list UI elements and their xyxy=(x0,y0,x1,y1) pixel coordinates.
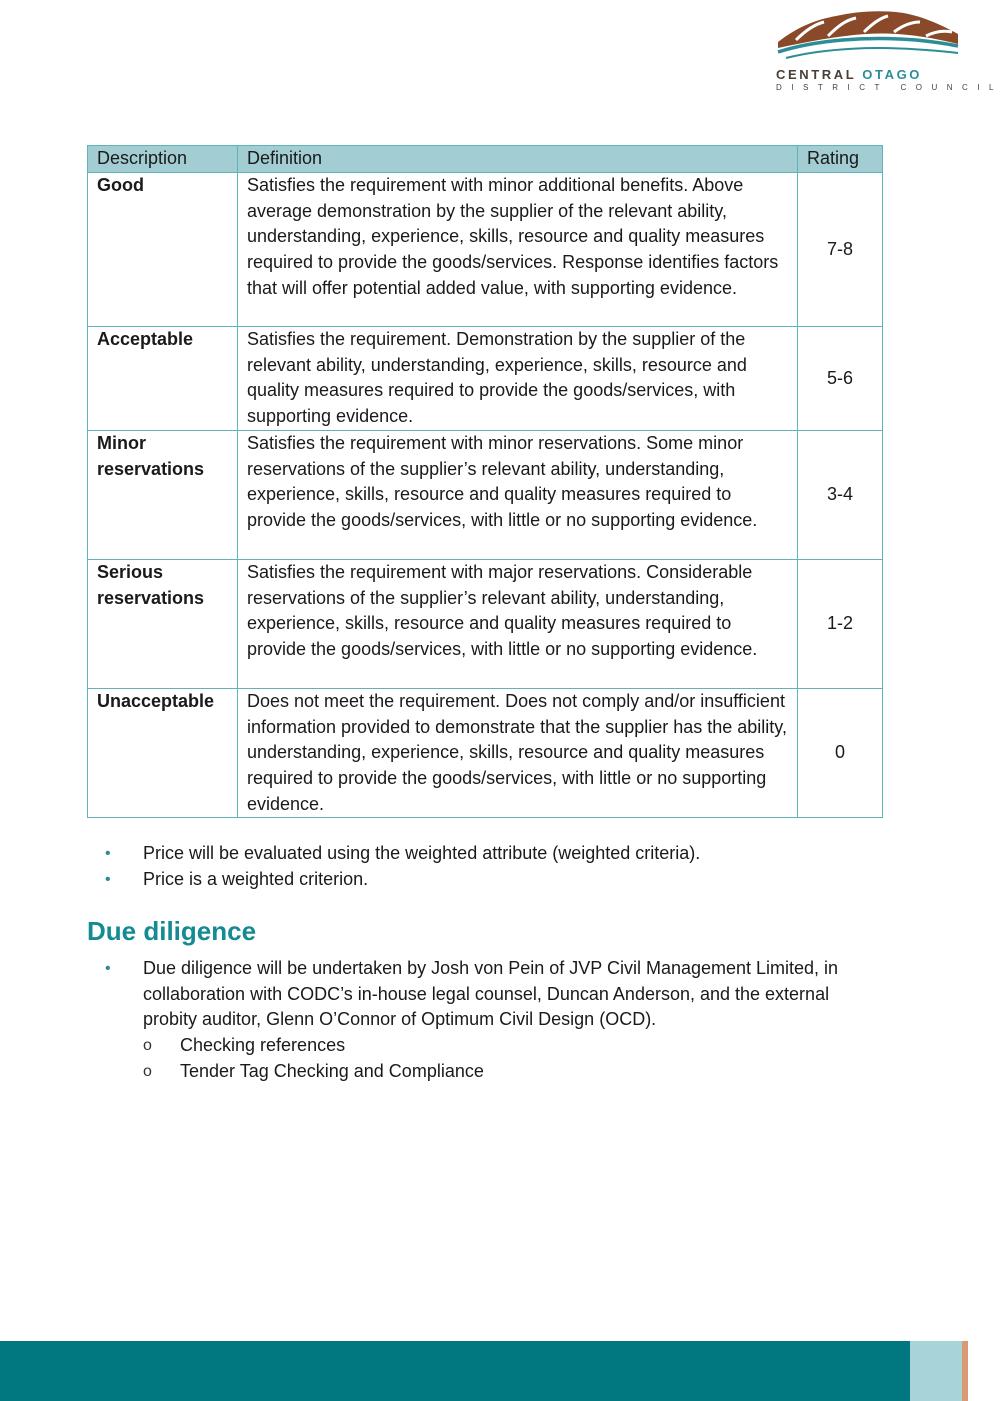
bullet-text: Price is a weighted criterion. xyxy=(143,868,369,889)
sub-bullet-icon: o xyxy=(143,1037,152,1055)
sub-bullet-icon: o xyxy=(143,1062,152,1080)
list-item xyxy=(100,956,883,1085)
row-definition: Does not meet the requirement. Does not comply and/or insufficient information provided to demonstrate that the supplier has the ability, understanding, experience, skills, resource and quality measures required to provide the goods/services, with little or no supporting evidence. xyxy=(238,688,798,818)
row-definition: Satisfies the requirement with minor reservations. Some minor reservations of the supplier’s relevant ability, understanding, experience, skills, resource and quality measures required to provide the goods/services, with little or no supporting evidence. xyxy=(238,430,798,559)
row-description: Good xyxy=(88,173,238,327)
row-definition: Satisfies the requirement with minor additional benefits. Above average demonstration by the supplier of the relevant ability, understanding, experience, skills, resource and quality measures required to provide the goods/services. Response identifies factors that will offer potential added value, with supporting evidence. xyxy=(238,173,798,327)
footer-edge-strip xyxy=(962,1341,968,1401)
logo-subtitle: DISTRICT COUNCIL xyxy=(776,83,1003,92)
row-description: Acceptable xyxy=(88,327,238,431)
row-rating: 7-8 xyxy=(798,173,883,327)
row-description: Serious reservations xyxy=(88,559,238,688)
council-logo xyxy=(772,6,1003,92)
logo-wordmark xyxy=(776,68,922,82)
footer-accent-block xyxy=(910,1341,962,1401)
table-row xyxy=(88,430,883,559)
due-diligence-list xyxy=(100,956,883,1085)
bullet-text: Price will be evaluated using the weighted attribute (weighted criteria). xyxy=(143,843,701,863)
row-rating: 0 xyxy=(798,688,883,818)
row-definition: Satisfies the requirement with major reservations. Considerable reservations of the supplier’s relevant ability, understanding, experience, skills, resource and quality measures required to provide the goods/services, with little or no supporting evidence. xyxy=(238,559,798,688)
bullet-icon: • xyxy=(105,845,111,862)
bullet-text: Due diligence will be undertaken by Josh von Pein of JVP Civil Management Limited, in collaboration with CODC’s in-house legal counsel, Duncan Anderson, and the external probity auditor, Glenn O’Connor of Optimum Civil Design (OCD). xyxy=(143,958,839,1030)
row-rating: 5-6 xyxy=(798,327,883,431)
list-item xyxy=(100,841,883,867)
row-rating: 1-2 xyxy=(798,559,883,688)
sub-list-item xyxy=(143,1033,780,1059)
row-description: Minor reservations xyxy=(88,430,238,559)
logo-word-central: CENTRAL xyxy=(776,67,857,82)
price-bullet-list xyxy=(100,841,883,892)
table-row xyxy=(88,559,883,688)
table-header-row xyxy=(88,146,883,173)
sub-item-text: Checking references xyxy=(180,1035,346,1056)
sub-item-text: Tender Tag Checking and Compliance xyxy=(180,1060,484,1081)
bullet-icon: • xyxy=(105,870,111,888)
section-heading: Due diligence xyxy=(87,916,257,946)
hills-logo-graphic xyxy=(776,6,960,64)
row-description: Unacceptable xyxy=(88,688,238,818)
sub-list-item xyxy=(143,1059,780,1085)
header-description: Description xyxy=(88,146,238,173)
rating-criteria-table xyxy=(87,145,883,818)
table-row xyxy=(88,327,883,431)
header-rating: Rating xyxy=(798,146,883,173)
table-row xyxy=(88,173,883,327)
header-definition: Definition xyxy=(238,146,798,173)
list-item xyxy=(100,867,883,893)
footer-bar xyxy=(0,1341,910,1401)
table-row xyxy=(88,688,883,818)
bullet-icon: • xyxy=(105,960,111,977)
row-rating: 3-4 xyxy=(798,430,883,559)
logo-word-otago: OTAGO xyxy=(862,67,922,82)
sub-list xyxy=(143,1033,883,1084)
row-definition: Satisfies the requirement. Demonstration by the supplier of the relevant ability, understanding, experience, skills, resource and quality measures required to provide the goods/services, with supporting evidence. xyxy=(238,327,798,431)
